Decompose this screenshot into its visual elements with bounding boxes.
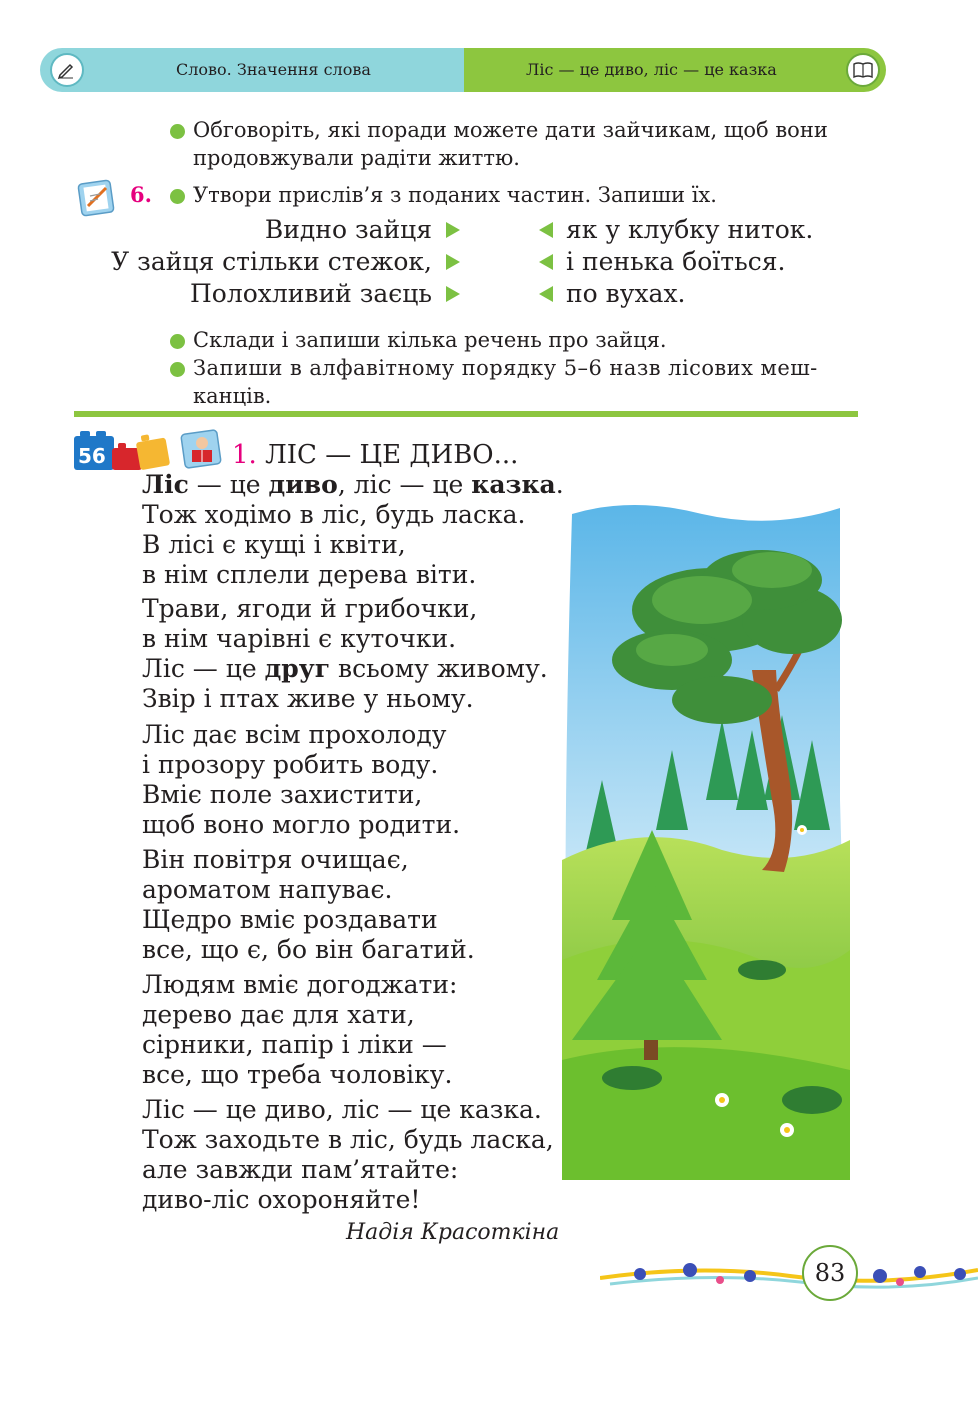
bullet-icon [170,124,185,139]
bullet-icon [170,334,185,349]
bullet-text: продовжували радіти життю. [193,146,520,170]
poem-line: в нім чарівні є куточки. [142,624,457,653]
poem-number: 1. [232,440,257,470]
poem-line: і прозору робить воду. [142,750,439,779]
proverb-start: Видно зайця [264,215,432,244]
poem-line: Тож ходімо в ліс, будь ласка. [142,500,526,529]
poem-text: — це [188,470,269,499]
page-number: 83 [802,1245,858,1301]
bold-word: диво [268,470,338,499]
poem-line: В лісі є кущі і квіти, [142,530,406,559]
proverb-start: Полохливий заєць [189,279,432,308]
proverb-end: і пенька боїться. [566,247,786,276]
poem-line: сірники, папір і ліки — [142,1030,447,1059]
poem-text: Ліс — це [142,654,265,683]
poem-line: Людям вміє догоджати: [142,970,458,999]
page-header [40,48,886,92]
poem-line: Тож заходьте в ліс, будь ласка, [142,1125,554,1154]
poem-line: Звір і птах живе у ньому. [142,684,474,713]
poem-line: Щедро вміє роздавати [142,905,438,934]
arrow-left-icon [539,254,553,270]
lego-blocks-icon [72,428,176,472]
header-topic-title: Ліс — це диво, ліс — це казка [526,60,777,79]
proverb-start: У зайця стільки стежок, [111,247,432,276]
poem-line: щоб воно могло родити. [142,810,461,839]
poem-line: в нім сплели дерева віти. [142,560,477,589]
poem-line: Ліс — це диво, ліс — це казка. [142,1095,542,1124]
book-icon [846,53,880,87]
bullet-icon [170,362,185,377]
forest-illustration [562,500,850,1180]
poem-line: Він повітря очищає, [142,845,409,874]
poem-line: але завжди пам’ятайте: [142,1155,459,1184]
poem-line: дерево дає для хати, [142,1000,415,1029]
bullet-text: Обговоріть, які поради можете дати зайчикам, щоб вони [193,118,828,142]
bullet-icon [170,189,185,204]
poem-line [142,470,564,500]
arrow-left-icon [539,286,553,302]
bullet-text: Склади і запиши кілька речень про зайця. [193,328,667,352]
poem-text: . [555,470,564,499]
poem-line: диво-ліс охороняйте! [142,1185,421,1214]
task-number: 6. [130,182,152,207]
badge-number: 56 [78,444,106,468]
poem-line: ароматом напуває. [142,875,393,904]
reading-icon [180,428,224,470]
poem-line [142,654,548,684]
arrow-right-icon [446,222,460,238]
bullet-text: Запиши в алфавітному порядку 5–6 назв лісових меш- [193,356,818,380]
poem-line: Ліс дає всім прохолоду [142,720,447,749]
poem-text: всьому живому. [330,654,548,683]
bullet-text: канців. [193,384,272,408]
poem-title [232,438,518,472]
poem-line: Трави, ягоди й грибочки, [142,594,478,623]
poem-author: Надія Красоткіна [346,1220,560,1245]
bold-word: казка [471,470,556,499]
flower-border-decoration [600,1254,978,1298]
poem-line: все, що треба чоловіку. [142,1060,453,1089]
poem-line: все, що є, бо він багатий. [142,935,475,964]
header-section-title: Слово. Значення слова [176,60,371,79]
writing-task-icon [76,176,118,218]
proverb-end: як у клубку ниток. [566,215,814,244]
bold-word: Ліс [142,470,189,499]
poem-title-text: ЛІС — ЦЕ ДИВО... [265,440,519,470]
section-divider [74,411,858,417]
arrow-right-icon [446,254,460,270]
arrow-right-icon [446,286,460,302]
poem-text: , ліс — це [337,470,472,499]
bold-word: друг [264,654,331,683]
poem-line: Вміє поле захистити, [142,780,423,809]
pen-icon [50,53,84,87]
arrow-left-icon [539,222,553,238]
task-text: Утвори прислів’я з поданих частин. Запиши їх. [193,183,717,207]
proverb-end: по вухах. [566,279,686,308]
